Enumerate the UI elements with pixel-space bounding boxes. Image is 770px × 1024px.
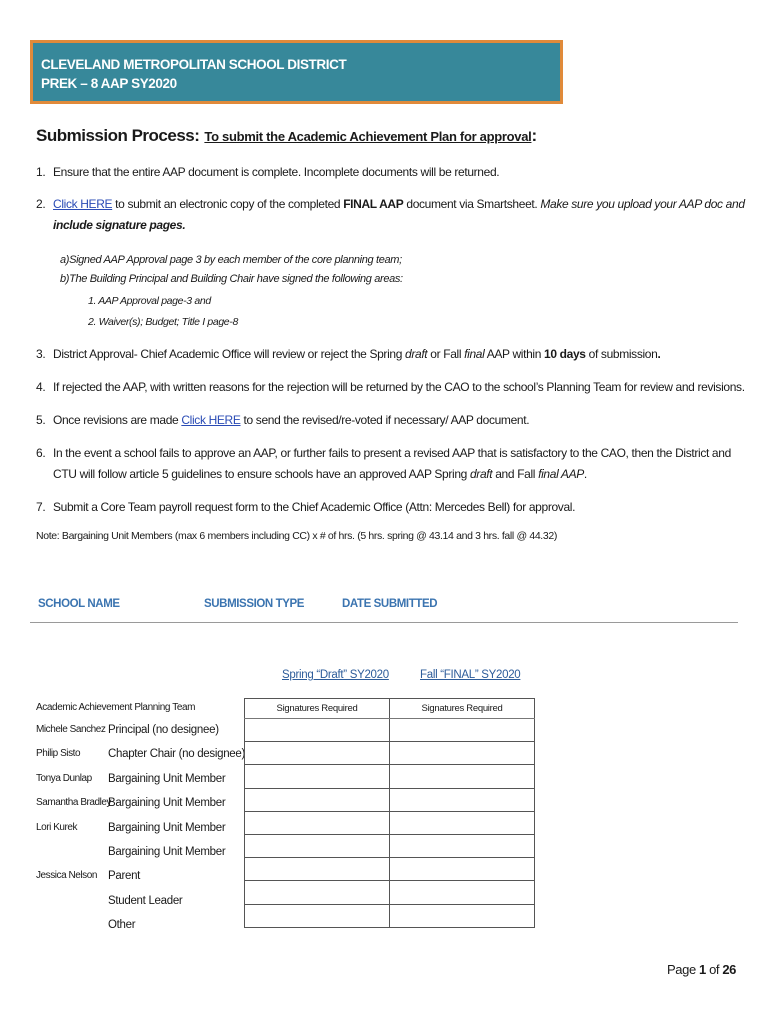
district-banner — [30, 40, 563, 104]
bargaining-note: Note: Bargaining Unit Members (max 6 members including CC) x # of hrs. (5 hrs. spring @ 43.14 and 3 hrs. fall @ 44.32) — [36, 530, 558, 542]
step-number: 1. — [36, 165, 46, 179]
step-7 — [36, 497, 746, 518]
page-number — [667, 962, 736, 977]
submission-type-label: SUBMISSION TYPE — [204, 598, 305, 610]
step-text-part: In the event a school fails to approve an AAP, or further fails to present a revised AAP that is satisfactory to the CAO, then the District and CTU will follow article 5 guidelines to ensure schools have an approved AAP Spring — [53, 446, 731, 481]
draft-italic: draft — [469, 467, 493, 481]
step-text-part: District Approval- Chief Academic Office will review or reject the Spring — [53, 347, 406, 361]
team-member-role: Student Leader — [108, 894, 183, 907]
signature-header-row — [245, 699, 535, 719]
spring-signature-cell[interactable] — [245, 811, 390, 834]
banner-title: CLEVELAND METROPOLITAN SCHOOL DISTRICT — [41, 57, 347, 72]
step-text — [53, 410, 746, 431]
spring-signature-cell[interactable] — [245, 719, 390, 742]
step-text: If rejected the AAP, with written reasons for the rejection will be returned by the CAO to the school’s Planning Team for review and revisions. — [53, 380, 745, 394]
school-name-label: SCHOOL NAME — [38, 598, 120, 610]
step-2 — [36, 194, 746, 236]
signature-row — [245, 742, 535, 765]
step-text-part: . — [583, 467, 587, 481]
upload-note: Make sure you upload your AAP doc and — [540, 197, 745, 211]
signature-row — [245, 811, 535, 834]
substep-2: 2. Waiver(s); Budget; Title I page-8 — [88, 316, 238, 328]
fall-signature-cell[interactable] — [390, 858, 535, 881]
team-member-role: Chapter Chair (no designee) — [108, 748, 246, 761]
step-number: 2. — [36, 197, 46, 211]
step-text — [53, 344, 746, 365]
fall-signature-cell[interactable] — [390, 765, 535, 788]
total-pages: 26 — [722, 962, 736, 977]
fall-signature-cell[interactable] — [390, 788, 535, 811]
final-aap-italic: final AAP — [538, 467, 584, 481]
step-text — [53, 194, 746, 236]
substep-a: a)Signed AAP Approval page 3 by each member of the core planning team; — [60, 254, 402, 266]
team-member-name: Tonya Dunlap — [36, 772, 92, 784]
submission-heading — [36, 126, 537, 146]
heading-title: Submission Process: — [36, 126, 200, 145]
step-text: Submit a Core Team payroll request form to the Chief Academic Office (Attn: Mercedes Bell) for approval. — [53, 500, 576, 514]
team-member-name: Samantha Bradley — [36, 797, 112, 809]
fall-signature-cell[interactable] — [390, 834, 535, 857]
fall-signature-cell[interactable] — [390, 742, 535, 765]
step-6 — [36, 443, 746, 485]
step-text-part: to submit an electronic copy of the completed — [112, 197, 344, 211]
step-text-part: of submission — [585, 347, 658, 361]
spring-signature-cell[interactable] — [245, 788, 390, 811]
team-member-role: Parent — [108, 870, 141, 883]
final-aap-bold: FINAL AAP — [343, 197, 404, 211]
team-member-role: Bargaining Unit Member — [108, 772, 226, 785]
spring-signature-cell[interactable] — [245, 742, 390, 765]
team-member-role: Bargaining Unit Member — [108, 821, 226, 834]
signature-row — [245, 834, 535, 857]
date-submitted-label: DATE SUBMITTED — [342, 598, 438, 610]
spring-signature-cell[interactable] — [245, 834, 390, 857]
fall-signature-cell[interactable] — [390, 881, 535, 904]
ten-days-bold: 10 days — [544, 347, 586, 361]
step-text-part: to send the revised/re-voted if necessary/ AAP document. — [240, 413, 530, 427]
draft-italic: draft — [405, 347, 428, 361]
step-3 — [36, 344, 746, 365]
spring-draft-heading: Spring “Draft” SY2020 — [282, 669, 389, 681]
fall-signature-cell[interactable] — [390, 904, 535, 927]
step-number: 6. — [36, 446, 46, 460]
signature-table — [244, 698, 535, 928]
spring-signature-cell[interactable] — [245, 881, 390, 904]
step-5 — [36, 410, 746, 431]
team-member-name: Jessica Nelson — [36, 870, 97, 882]
step-text-part: document via Smartsheet. — [403, 197, 541, 211]
step-number: 4. — [36, 380, 46, 394]
planning-team-title: Academic Achievement Planning Team — [36, 702, 196, 713]
spring-signature-cell[interactable] — [245, 858, 390, 881]
fall-signature-cell[interactable] — [390, 719, 535, 742]
team-member-name: Lori Kurek — [36, 821, 78, 833]
of-word: of — [705, 962, 723, 977]
step-text: Ensure that the entire AAP document is complete. Incomplete documents will be returned. — [53, 165, 500, 179]
team-member-role: Bargaining Unit Member — [108, 846, 226, 858]
step-text-part: Once revisions are made — [53, 413, 182, 427]
period-bold: . — [657, 347, 661, 361]
team-member-role: Other — [108, 919, 136, 932]
team-member-role: Principal (no designee) — [108, 724, 219, 736]
step-text — [53, 443, 746, 485]
step-text-part: AAP within — [484, 347, 545, 361]
heading-subtitle: To submit the Academic Achievement Plan for approval — [204, 129, 532, 144]
signature-row — [245, 858, 535, 881]
step-1 — [36, 162, 746, 183]
spring-signature-cell[interactable] — [245, 765, 390, 788]
step-number: 3. — [36, 347, 46, 361]
divider-line — [30, 622, 738, 623]
signature-row — [245, 765, 535, 788]
substep-b: b)The Building Principal and Building Chair have signed the following areas: — [60, 273, 403, 285]
signature-row — [245, 904, 535, 927]
current-page: 1 — [699, 962, 706, 977]
signature-pages-note: include signature pages. — [53, 218, 186, 232]
heading-colon: : — [531, 126, 537, 145]
signatures-required-spring: Signatures Required — [245, 699, 390, 719]
substep-1: 1. AAP Approval page-3 and — [88, 295, 211, 307]
step-text-part: or Fall — [427, 347, 465, 361]
signature-row — [245, 719, 535, 742]
step-text-part: and Fall — [492, 467, 539, 481]
signatures-required-fall: Signatures Required — [390, 699, 535, 719]
team-member-name: Philip Sisto — [36, 748, 81, 760]
click-here-link[interactable]: Click HERE — [53, 197, 113, 211]
step-number: 5. — [36, 413, 46, 427]
page-word: Page — [667, 962, 700, 977]
step-number: 7. — [36, 500, 46, 514]
signature-row — [245, 788, 535, 811]
team-member-name: Michele Sanchez — [36, 724, 106, 735]
spring-signature-cell[interactable] — [245, 904, 390, 927]
banner-subtitle: PREK – 8 AAP SY2020 — [41, 76, 177, 91]
signature-row — [245, 881, 535, 904]
click-here-link[interactable]: Click HERE — [181, 413, 241, 427]
final-italic: final — [464, 347, 485, 361]
fall-signature-cell[interactable] — [390, 811, 535, 834]
step-4 — [36, 377, 746, 398]
team-member-role: Bargaining Unit Member — [108, 797, 226, 810]
fall-final-heading: Fall “FINAL” SY2020 — [420, 669, 521, 681]
